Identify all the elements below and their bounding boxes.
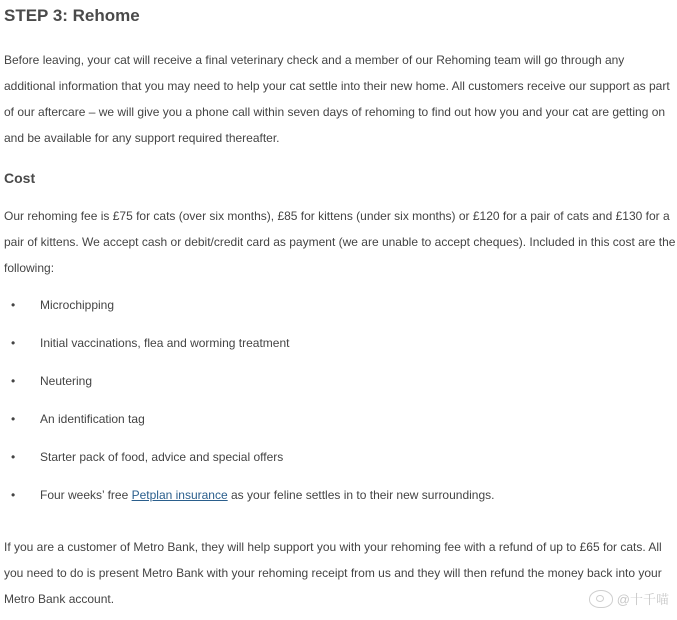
insurance-prefix: Four weeks’ free bbox=[40, 488, 132, 502]
bullet-icon: • bbox=[11, 298, 16, 312]
page-title: STEP 3: Rehome bbox=[4, 6, 140, 25]
cost-paragraph: Our rehoming fee is £75 for cats (over six months), £85 for kittens (under six months) or £120 for a pair of cats and £130 for a pair of kittens. We accept cash or debit/credit card as payment (we are unable to accept cheques). Included in this cost are the following: bbox=[4, 209, 676, 275]
list-item-text: Initial vaccinations, flea and worming treatment bbox=[40, 336, 290, 350]
included-items-list bbox=[4, 292, 676, 520]
list-item-text: Microchipping bbox=[40, 298, 115, 312]
watermark-text: @十千喵 bbox=[616, 592, 669, 607]
list-item bbox=[4, 368, 676, 406]
bullet-icon: • bbox=[11, 488, 16, 502]
watermark bbox=[589, 589, 669, 608]
list-item bbox=[4, 406, 676, 444]
bullet-icon: • bbox=[11, 450, 16, 464]
list-item-text: Neutering bbox=[40, 374, 93, 388]
list-item-text: An identification tag bbox=[40, 412, 145, 426]
list-item bbox=[4, 330, 676, 368]
bullet-icon: • bbox=[11, 336, 16, 350]
insurance-suffix: as your feline settles in to their new surroundings. bbox=[227, 488, 495, 502]
list-item-insurance bbox=[4, 482, 676, 520]
cost-heading: Cost bbox=[4, 170, 36, 186]
weibo-logo-icon bbox=[589, 590, 613, 608]
list-item-text: Starter pack of food, advice and special offers bbox=[40, 450, 284, 464]
intro-paragraph: Before leaving, your cat will receive a final veterinary check and a member of our Rehoming team will go through any additional information that you may need to help your cat settle into their new home. All customers receive our support as part of our aftercare – we will give you a phone call within seven days of rehoming to find out how you and your cat are getting on and be available for any support required thereafter. bbox=[4, 53, 670, 145]
metro-bank-paragraph: If you are a customer of Metro Bank, they will help support you with your rehoming fee with a refund of up to £65 for cats. All you need to do is present Metro Bank with your rehoming receipt from us and they will then refund the money back into your Metro Bank account. bbox=[4, 540, 662, 606]
bullet-icon: • bbox=[11, 412, 16, 426]
list-item-text bbox=[40, 482, 494, 508]
list-item bbox=[4, 292, 676, 330]
list-item bbox=[4, 444, 676, 482]
bullet-icon: • bbox=[11, 374, 16, 388]
petplan-insurance-link[interactable]: Petplan insurance bbox=[131, 488, 228, 502]
